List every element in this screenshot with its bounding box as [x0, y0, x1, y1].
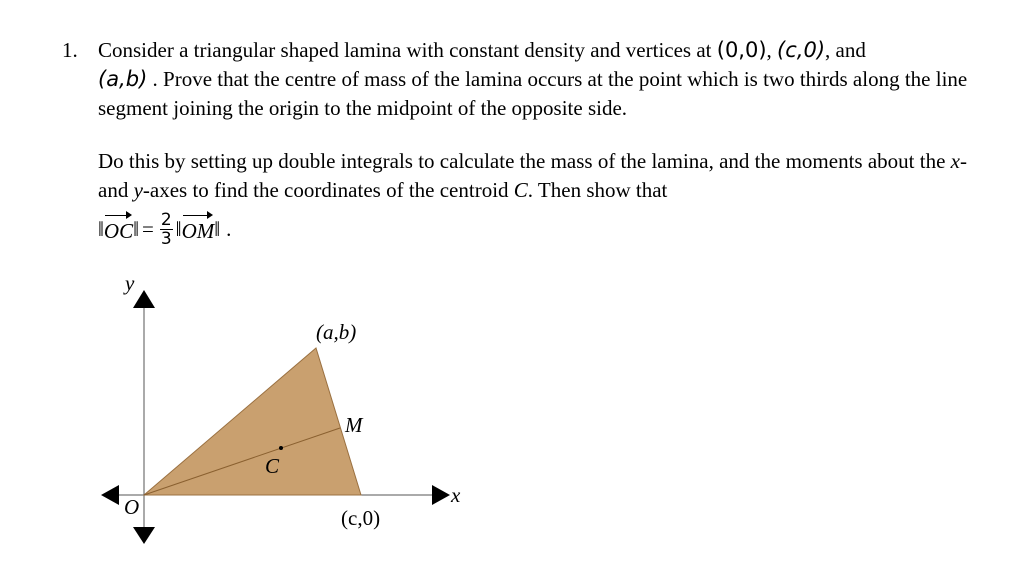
problem-number: 1. — [62, 38, 78, 62]
var-y: y — [133, 178, 143, 202]
label-origin: O — [124, 495, 140, 519]
var-x: x — [950, 149, 960, 173]
instr-a: Do this by setting up double integrals to calculate the mass of the lamina, and the moments about the — [98, 149, 951, 173]
vector-om: OM — [182, 213, 215, 246]
norm-close-om: ‖ — [214, 216, 221, 241]
equation-period: . — [226, 216, 232, 241]
x-axis-left-arrow-icon — [101, 485, 119, 505]
sep-1: , — [766, 38, 772, 62]
instr-c: -axes to find the coordinates of the centroid — [142, 178, 514, 202]
norm-open-oc: ‖ — [98, 216, 104, 241]
label-vertex-c0: (c,0) — [341, 506, 381, 530]
label-vertex-ab: (a,b) — [316, 320, 357, 344]
label-x: x — [451, 483, 461, 507]
label-y: y — [125, 271, 135, 295]
label-centroid-c: C — [265, 454, 280, 478]
instr-b: - and — [98, 149, 967, 202]
y-axis-down-arrow-icon — [133, 527, 155, 544]
x-axis-right-arrow-icon — [432, 485, 450, 505]
y-axis-up-arrow-icon — [133, 290, 155, 308]
instr-d: . Then show that — [527, 178, 668, 202]
label-midpoint-m: M — [345, 413, 363, 437]
lamina-triangle — [144, 348, 361, 495]
norm-open-om: ‖ — [175, 216, 182, 241]
centroid-point — [279, 446, 283, 450]
frac-denominator: 3 — [160, 228, 172, 249]
equals-sign: = — [142, 216, 154, 241]
statement-line2: . Prove that the centre of mass of the lamina occurs at the point which is two thirds along the line segment joining the origin to the midpoint of the opposite side. — [98, 67, 968, 120]
vertex-c0: (c,0) — [777, 38, 826, 62]
frac-numerator: 2 — [160, 209, 172, 230]
norm-close-oc: ‖ — [133, 216, 139, 241]
vertex-origin: (0,0) — [716, 38, 767, 62]
vertex-ab: (a,b) — [98, 67, 148, 91]
var-c: C — [513, 178, 528, 202]
vector-oc: OC — [104, 213, 133, 246]
sep-2: , and — [825, 38, 866, 62]
statement-line1: Consider a triangular shaped lamina with constant density and vertices at — [98, 38, 712, 62]
